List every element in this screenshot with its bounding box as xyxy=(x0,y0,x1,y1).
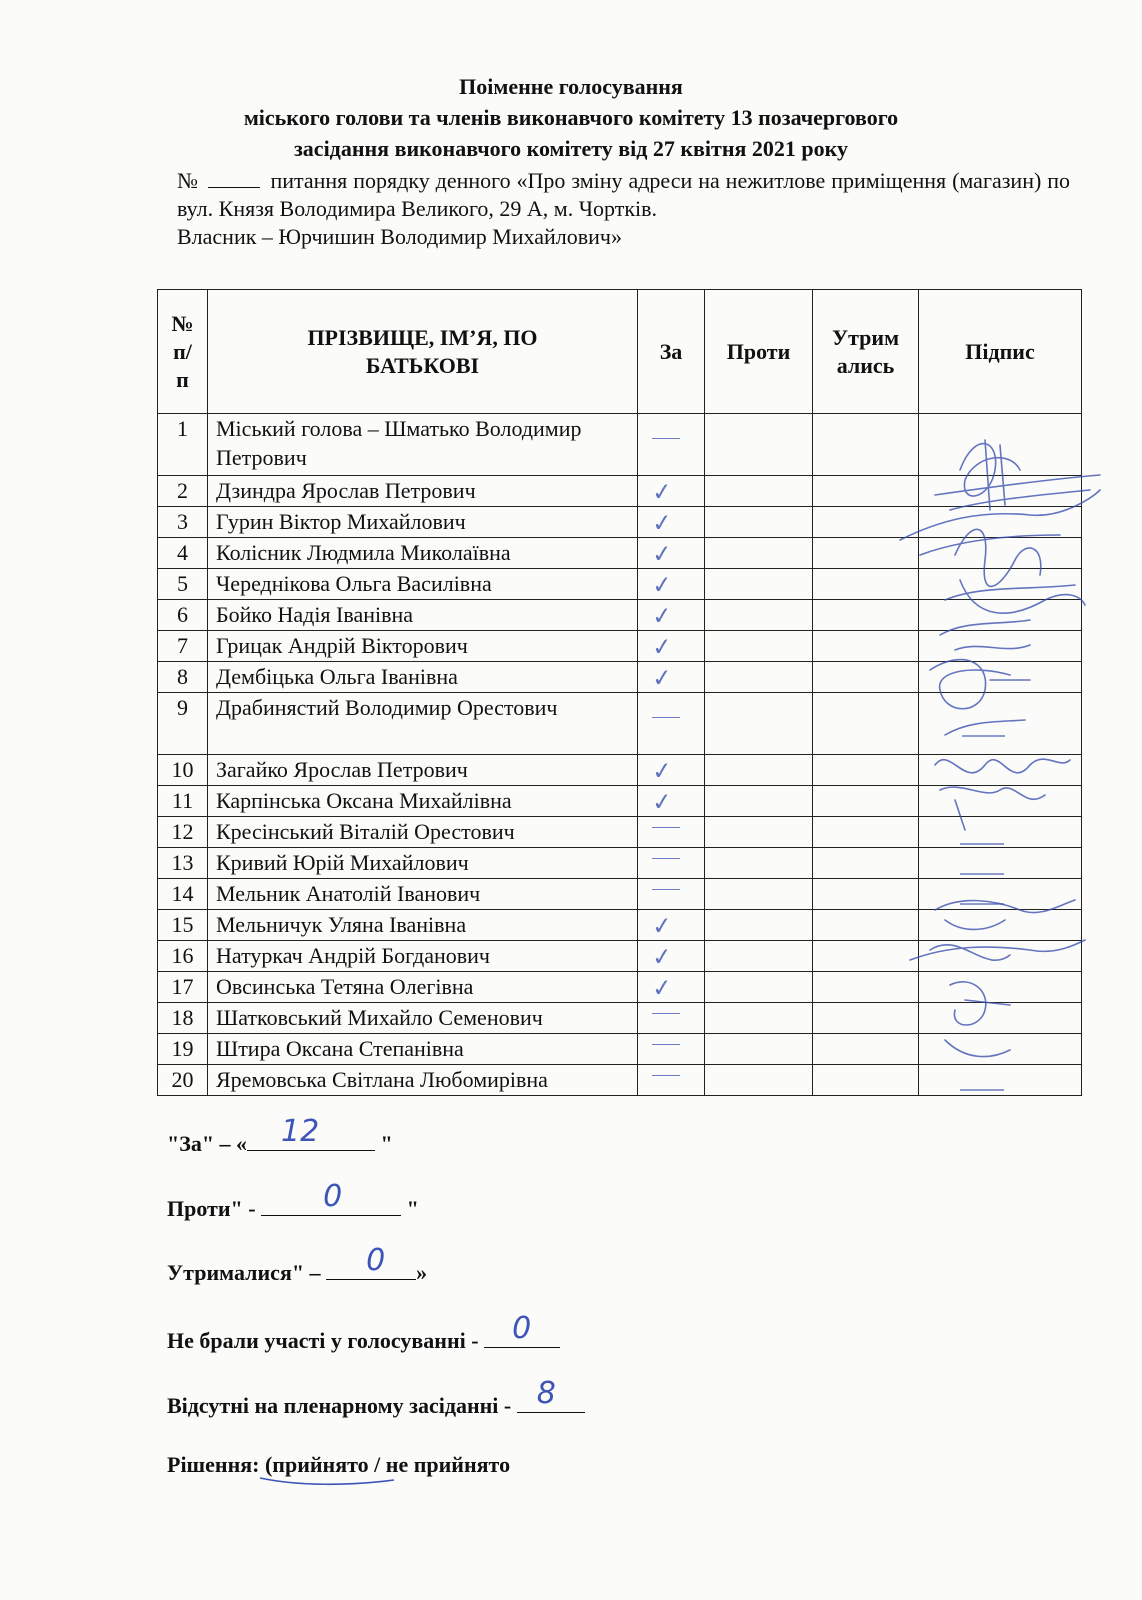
utrym-count-field xyxy=(326,1243,416,1280)
signature-cell xyxy=(919,879,1082,910)
signature-cell xyxy=(919,414,1082,476)
member-name: Дзиндра Ярослав Петрович xyxy=(208,476,638,507)
summary-za: "За" – « 12 " xyxy=(167,1114,393,1156)
table-row xyxy=(158,693,1082,755)
member-name: Драбинястий Володимир Орестович xyxy=(208,693,638,755)
vote-utrym-cell xyxy=(813,817,919,848)
check-mark-icon: ✓ xyxy=(650,477,674,507)
summary-proty: Проти" - 0 " xyxy=(167,1179,419,1221)
table-row xyxy=(158,662,1082,693)
table-row xyxy=(158,600,1082,631)
summary-utrymalys: Утрималися" – 0 » xyxy=(167,1243,428,1285)
row-number: 11 xyxy=(158,786,208,817)
check-mark-icon: ✓ xyxy=(650,539,674,569)
summary-rishennia: Рішення: (прийнято / не прийнято xyxy=(167,1452,510,1478)
check-mark-icon: ✓ xyxy=(650,942,674,972)
rishennia-pryiniato: прийнято xyxy=(272,1452,368,1477)
vote-proty-cell xyxy=(705,817,813,848)
table-row xyxy=(158,507,1082,538)
vote-za-cell xyxy=(638,569,705,600)
vote-proty-cell xyxy=(705,693,813,755)
vote-za-cell xyxy=(638,1065,705,1096)
vote-proty-cell xyxy=(705,414,813,476)
check-mark-icon: ✓ xyxy=(650,508,674,538)
dash-mark-icon xyxy=(652,858,680,859)
row-number: 1 xyxy=(158,414,208,476)
vote-utrym-cell xyxy=(813,569,919,600)
signature-cell xyxy=(919,1034,1082,1065)
signature-cell xyxy=(919,693,1082,755)
vote-utrym-cell xyxy=(813,414,919,476)
vote-utrym-cell xyxy=(813,848,919,879)
table-row xyxy=(158,848,1082,879)
vote-za-cell xyxy=(638,786,705,817)
vote-proty-cell xyxy=(705,848,813,879)
vote-za-cell xyxy=(638,910,705,941)
row-number: 4 xyxy=(158,538,208,569)
member-name: Штира Оксана Степанівна xyxy=(208,1034,638,1065)
utrym-count-value: 0 xyxy=(366,1243,386,1278)
check-mark-icon: ✓ xyxy=(650,601,674,631)
vote-utrym-cell xyxy=(813,507,919,538)
table-row xyxy=(158,972,1082,1003)
vote-za-cell xyxy=(638,507,705,538)
member-name: Мельник Анатолій Іванович xyxy=(208,879,638,910)
dash-mark-icon xyxy=(652,889,680,890)
vote-proty-cell xyxy=(705,972,813,1003)
dash-mark-icon xyxy=(652,438,680,439)
row-number: 2 xyxy=(158,476,208,507)
table-row xyxy=(158,910,1082,941)
check-mark-icon: ✓ xyxy=(650,756,674,786)
row-number: 10 xyxy=(158,755,208,786)
vote-utrym-cell xyxy=(813,1065,919,1096)
header-proty: Проти xyxy=(705,290,813,414)
row-number: 3 xyxy=(158,507,208,538)
vote-za-cell xyxy=(638,972,705,1003)
member-name: Гурин Віктор Михайлович xyxy=(208,507,638,538)
document-subtitle: міського голови та членів виконавчого комітету 13 позачергового xyxy=(243,105,899,130)
table-header-row xyxy=(158,290,1082,414)
signature-cell xyxy=(919,817,1082,848)
signature-cell xyxy=(919,538,1082,569)
vote-za-cell xyxy=(638,879,705,910)
vote-utrym-cell xyxy=(813,1034,919,1065)
vote-utrym-cell xyxy=(813,910,919,941)
member-name: Дембіцька Ольга Іванівна xyxy=(208,662,638,693)
vote-proty-cell xyxy=(705,786,813,817)
row-number: 8 xyxy=(158,662,208,693)
vote-utrym-cell xyxy=(813,1003,919,1034)
vote-utrym-cell xyxy=(813,476,919,507)
member-name: Колісник Людмила Миколаївна xyxy=(208,538,638,569)
vote-proty-cell xyxy=(705,600,813,631)
member-name: Натуркач Андрій Богданович xyxy=(208,941,638,972)
vote-proty-cell xyxy=(705,910,813,941)
proty-count-field xyxy=(261,1179,401,1216)
row-number: 7 xyxy=(158,631,208,662)
table-row xyxy=(158,941,1082,972)
header-num: № п/ п xyxy=(158,290,208,414)
vote-za-cell xyxy=(638,817,705,848)
row-number: 17 xyxy=(158,972,208,1003)
summary-ne-braly: Не брали участі у голосуванні - 0 xyxy=(167,1325,560,1354)
signature-cell xyxy=(919,569,1082,600)
row-number: 12 xyxy=(158,817,208,848)
signature-cell xyxy=(919,631,1082,662)
member-name: Карпінська Оксана Михайлівна xyxy=(208,786,638,817)
ne-braly-field xyxy=(484,1311,560,1348)
member-name: Загайко Ярослав Петрович xyxy=(208,755,638,786)
header-utrymalys: Утрим ались xyxy=(813,290,919,414)
member-name: Череднікова Ольга Василівна xyxy=(208,569,638,600)
agenda-item xyxy=(177,167,1070,251)
vote-table xyxy=(157,289,1082,1096)
vote-proty-cell xyxy=(705,569,813,600)
row-number: 13 xyxy=(158,848,208,879)
row-number: 20 xyxy=(158,1065,208,1096)
table-row xyxy=(158,414,1082,476)
row-number: 15 xyxy=(158,910,208,941)
table-row xyxy=(158,1003,1082,1034)
vote-proty-cell xyxy=(705,1003,813,1034)
vote-za-cell xyxy=(638,693,705,755)
vote-za-cell xyxy=(638,662,705,693)
dash-mark-icon xyxy=(652,717,680,718)
table-row xyxy=(158,538,1082,569)
vote-proty-cell xyxy=(705,879,813,910)
signature-cell xyxy=(919,1003,1082,1034)
dash-mark-icon xyxy=(652,1013,680,1014)
vote-utrym-cell xyxy=(813,755,919,786)
row-number: 18 xyxy=(158,1003,208,1034)
header-za: За xyxy=(638,290,705,414)
signature-cell xyxy=(919,507,1082,538)
vote-proty-cell xyxy=(705,538,813,569)
za-count-value: 12 xyxy=(281,1114,320,1149)
signature-cell xyxy=(919,600,1082,631)
table-row xyxy=(158,631,1082,662)
table-row xyxy=(158,879,1082,910)
vote-za-cell xyxy=(638,1034,705,1065)
header-signature: Підпис xyxy=(919,290,1082,414)
vote-za-cell xyxy=(638,414,705,476)
signature-cell xyxy=(919,662,1082,693)
document-subtitle-date: засідання виконавчого комітету від 27 квітня 2021 року xyxy=(293,136,849,161)
vote-za-cell xyxy=(638,600,705,631)
signature-cell xyxy=(919,476,1082,507)
vote-utrym-cell xyxy=(813,941,919,972)
row-number: 16 xyxy=(158,941,208,972)
vote-utrym-cell xyxy=(813,786,919,817)
check-mark-icon: ✓ xyxy=(650,787,674,817)
signature-cell xyxy=(919,972,1082,1003)
vote-proty-cell xyxy=(705,941,813,972)
proty-count-value: 0 xyxy=(323,1179,343,1214)
pryiniato-underline-mark xyxy=(258,1474,398,1488)
table-row xyxy=(158,817,1082,848)
row-number: 19 xyxy=(158,1034,208,1065)
vote-proty-cell xyxy=(705,1065,813,1096)
table-row xyxy=(158,569,1082,600)
row-number: 5 xyxy=(158,569,208,600)
vote-proty-cell xyxy=(705,631,813,662)
vote-proty-cell xyxy=(705,507,813,538)
vote-za-cell xyxy=(638,476,705,507)
member-name: Мельничук Уляна Іванівна xyxy=(208,910,638,941)
summary-vidsutni: Відсутні на пленарному засіданні - 8 xyxy=(167,1390,585,1419)
signature-cell xyxy=(919,941,1082,972)
signature-cell xyxy=(919,755,1082,786)
member-name: Кресінський Віталій Орестович xyxy=(208,817,638,848)
member-name: Овсинська Тетяна Олегівна xyxy=(208,972,638,1003)
row-number: 6 xyxy=(158,600,208,631)
vote-za-cell xyxy=(638,941,705,972)
vote-proty-cell xyxy=(705,755,813,786)
signature-cell xyxy=(919,1065,1082,1096)
check-mark-icon: ✓ xyxy=(650,632,674,662)
header-name: ПРІЗВИЩЕ, ІМ’Я, ПО БАТЬКОВІ xyxy=(208,290,638,414)
row-number: 14 xyxy=(158,879,208,910)
vidsutni-value: 8 xyxy=(536,1376,556,1411)
vote-za-cell xyxy=(638,538,705,569)
number-blank xyxy=(208,169,260,188)
dash-mark-icon xyxy=(652,1075,680,1076)
vote-za-cell xyxy=(638,848,705,879)
vote-utrym-cell xyxy=(813,879,919,910)
vote-utrym-cell xyxy=(813,631,919,662)
member-name: Бойко Надія Іванівна xyxy=(208,600,638,631)
check-mark-icon: ✓ xyxy=(650,570,674,600)
za-count-field xyxy=(247,1114,375,1151)
vote-utrym-cell xyxy=(813,538,919,569)
vidsutni-field xyxy=(517,1376,585,1413)
vote-za-cell xyxy=(638,755,705,786)
vote-proty-cell xyxy=(705,662,813,693)
agenda-owner: Власник – Юрчишин Володимир Михайлович» xyxy=(177,224,622,249)
member-name: Яремовська Світлана Любомирівна xyxy=(208,1065,638,1096)
agenda-text: питання порядку денного «Про зміну адреси на нежитлове приміщення (магазин) по вул. Князя Володимира Великого, 29 А, м. Чортків. xyxy=(177,168,1070,221)
vote-za-cell xyxy=(638,631,705,662)
vote-utrym-cell xyxy=(813,600,919,631)
document-title: Поіменне голосування xyxy=(459,74,683,99)
vote-utrym-cell xyxy=(813,693,919,755)
signature-cell xyxy=(919,786,1082,817)
check-mark-icon: ✓ xyxy=(650,973,674,1003)
vote-proty-cell xyxy=(705,476,813,507)
table-row xyxy=(158,755,1082,786)
table-row xyxy=(158,786,1082,817)
member-name: Шатковський Михайло Семенович xyxy=(208,1003,638,1034)
member-name: Кривий Юрій Михайлович xyxy=(208,848,638,879)
check-mark-icon: ✓ xyxy=(650,663,674,693)
ne-braly-value: 0 xyxy=(512,1311,532,1346)
dash-mark-icon xyxy=(652,1044,680,1045)
check-mark-icon: ✓ xyxy=(650,911,674,941)
vote-proty-cell xyxy=(705,1034,813,1065)
signature-cell xyxy=(919,910,1082,941)
member-name: Міський голова – Шматько Володимир Петрович xyxy=(208,414,638,476)
table-row xyxy=(158,476,1082,507)
vote-utrym-cell xyxy=(813,662,919,693)
table-row xyxy=(158,1034,1082,1065)
row-number: 9 xyxy=(158,693,208,755)
vote-za-cell xyxy=(638,1003,705,1034)
table-row xyxy=(158,1065,1082,1096)
number-sign: № xyxy=(177,168,199,193)
signature-cell xyxy=(919,848,1082,879)
dash-mark-icon xyxy=(652,827,680,828)
vote-utrym-cell xyxy=(813,972,919,1003)
member-name: Грицак Андрій Вікторович xyxy=(208,631,638,662)
